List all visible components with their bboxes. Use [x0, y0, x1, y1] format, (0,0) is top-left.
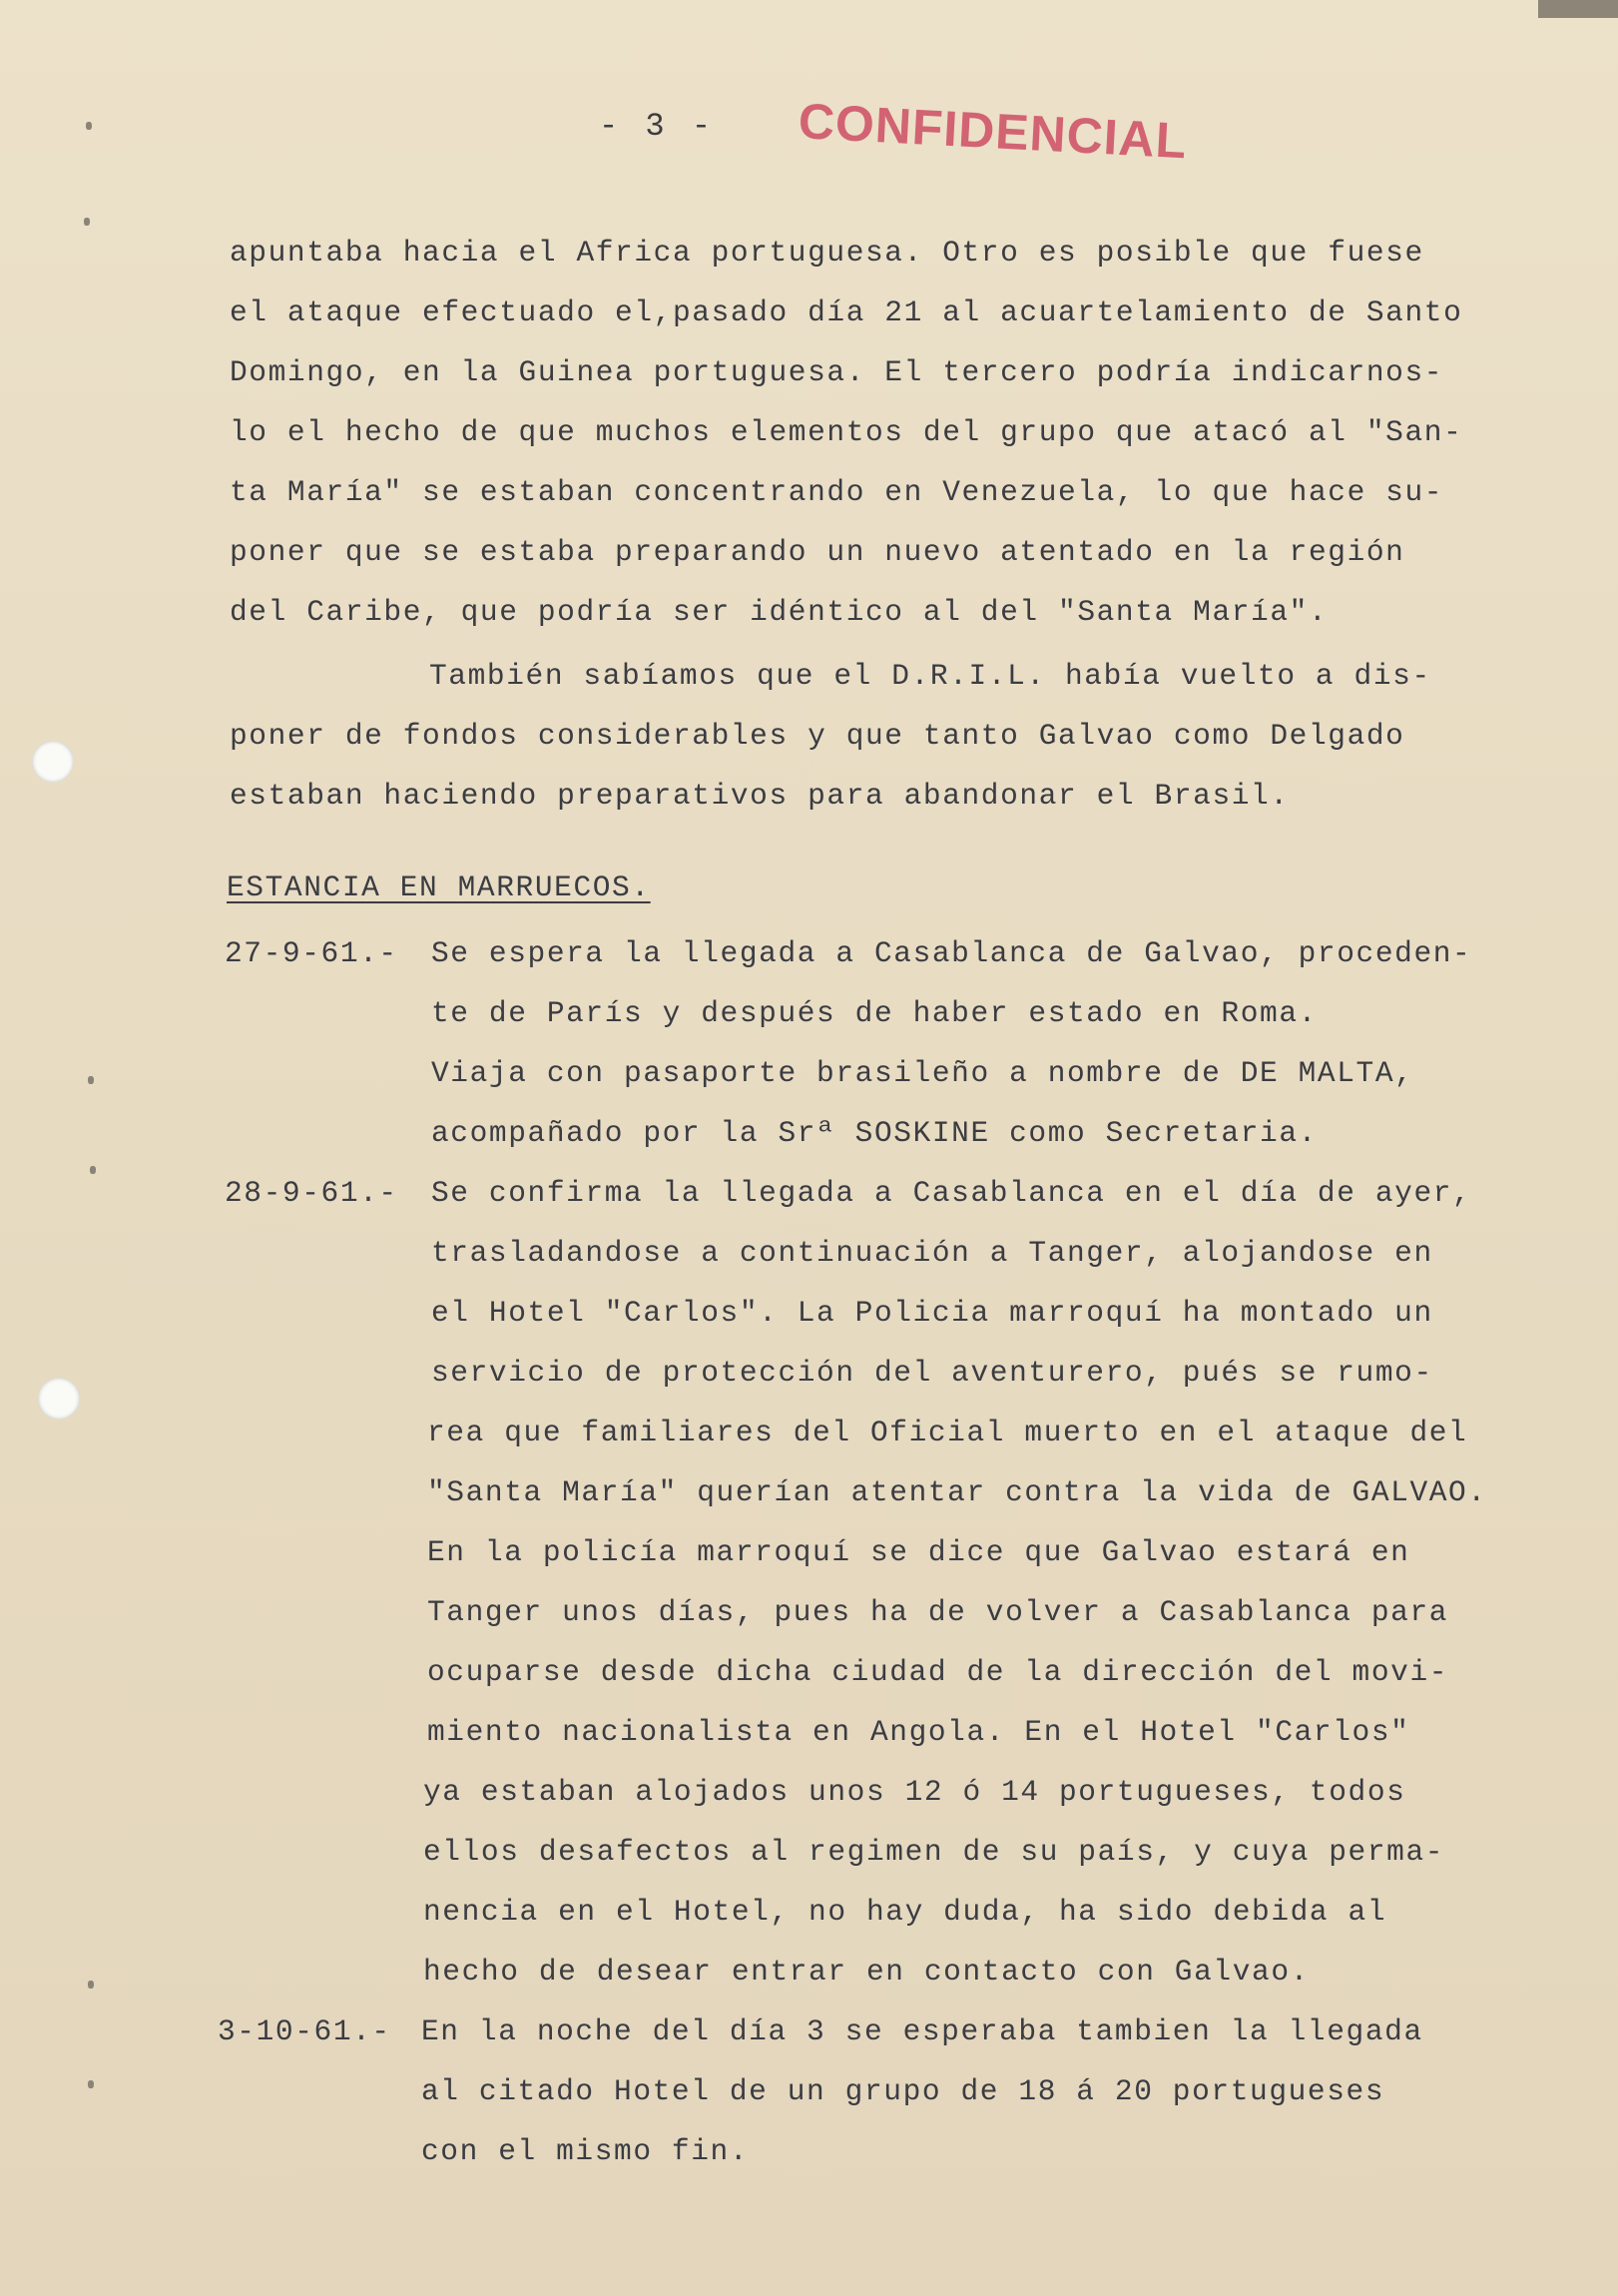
paragraph-line: del Caribe, que podría ser idéntico al del "Santa María". — [230, 595, 1329, 629]
entry-date: 3-10-61.- — [218, 2014, 391, 2048]
entry-line: trasladandose a continuación a Tanger, alojandose en — [431, 1236, 1433, 1270]
entry-line: Se confirma la llegada a Casablanca en el día de ayer, — [431, 1176, 1472, 1210]
entry-line: ocuparse desde dicha ciudad de la dirección del movi- — [427, 1655, 1449, 1689]
paragraph-line: estaban haciendo preparativos para abandonar el Brasil. — [230, 779, 1290, 813]
paragraph-line: apuntaba hacia el Africa portuguesa. Otro es posible que fuese — [230, 236, 1424, 270]
entry-line: miento nacionalista en Angola. En el Hotel "Carlos" — [427, 1715, 1410, 1749]
paragraph-line: Domingo, en la Guinea portuguesa. El tercero podría indicarnos- — [230, 355, 1444, 389]
entry-line: nencia en el Hotel, no hay duda, ha sido debida al — [423, 1895, 1387, 1929]
entry-line: te de París y después de haber estado en Roma. — [431, 996, 1318, 1030]
entry-line: Tanger unos días, pues ha de volver a Casablanca para — [427, 1595, 1449, 1629]
entry-line: el Hotel "Carlos". La Policia marroquí ha montado un — [431, 1296, 1433, 1330]
entry-line: al citado Hotel de un grupo de 18 á 20 portugueses — [421, 2074, 1385, 2108]
entry-date: 28-9-61.- — [225, 1176, 398, 1210]
paper-speck — [88, 2080, 94, 2088]
paper-speck — [86, 122, 92, 130]
entry-line: servicio de protección del aventurero, pués se rumo- — [431, 1356, 1433, 1390]
punch-hole-bottom — [38, 1378, 80, 1420]
entry-date: 27-9-61.- — [225, 936, 398, 970]
paper-corner-mark — [1538, 0, 1618, 18]
paper-speck — [88, 1076, 94, 1084]
paragraph-line: lo el hecho de que muchos elementos del grupo que atacó al "San- — [230, 415, 1463, 449]
paper-speck — [84, 218, 90, 226]
paper-speck — [88, 1981, 94, 1989]
paragraph-line: ta María" se estaban concentrando en Venezuela, lo que hace su- — [230, 475, 1444, 509]
paper-speck — [90, 1166, 96, 1174]
entry-line: rea que familiares del Oficial muerto en el ataque del — [427, 1416, 1468, 1449]
entry-line: En la noche del día 3 se esperaba tambien la llegada — [421, 2014, 1423, 2048]
entry-line: ya estaban alojados unos 12 ó 14 portugueses, todos — [423, 1775, 1406, 1809]
entry-line: Viaja con pasaporte brasileño a nombre de DE MALTA, — [431, 1056, 1414, 1090]
entry-line: Se espera la llegada a Casablanca de Galvao, proceden- — [431, 936, 1472, 970]
paragraph-line: poner que se estaba preparando un nuevo atentado en la región — [230, 535, 1405, 569]
entry-line: hecho de desear entrar en contacto con Galvao. — [423, 1955, 1310, 1989]
confidential-stamp: CONFIDENCIAL — [797, 93, 1189, 170]
paragraph-line: el ataque efectuado el,pasado día 21 al acuartelamiento de Santo — [230, 295, 1463, 329]
entry-line: acompañado por la Srª SOSKINE como Secretaria. — [431, 1116, 1318, 1150]
paragraph-line: También sabíamos que el D.R.I.L. había vuelto a dis- — [429, 659, 1431, 693]
entry-line: ellos desafectos al regimen de su país, y cuya perma- — [423, 1835, 1445, 1869]
paragraph-line: poner de fondos considerables y que tanto Galvao como Delgado — [230, 719, 1405, 753]
section-heading: ESTANCIA EN MARRUECOS. — [227, 870, 651, 904]
entry-line: con el mismo fin. — [421, 2134, 750, 2168]
page-number: - 3 - — [599, 108, 716, 145]
entry-line: "Santa María" querían atentar contra la vida de GALVAO. — [427, 1475, 1487, 1509]
punch-hole-top — [32, 741, 74, 783]
entry-line: En la policía marroquí se dice que Galvao estará en — [427, 1535, 1410, 1569]
